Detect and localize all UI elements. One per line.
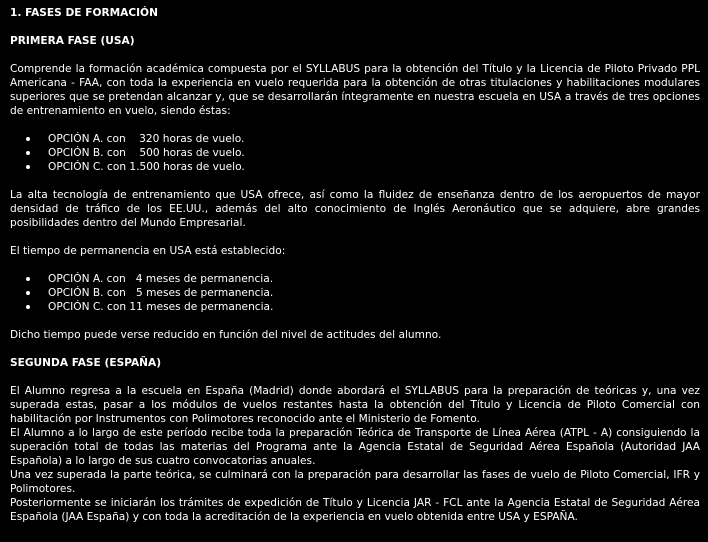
phase2-paragraph: Una vez superada la parte teórica, se culminará con la preparación para desarrollar las fases de vuelo de Piloto Comercial, IFR y Polimotores. — [10, 469, 700, 495]
phase2-paragraph: Posteriormente se iniciarán los trámites de expedición de Título y Licencia JAR - FCL ante la Agencia Estatal de Seguridad Aérea Española (JAA España) y con toda la acreditación de la experiencia en vuelo obtenida entre USA y ESPAÑA. — [10, 497, 700, 523]
list-item: OPCIÓN A. con 4 meses de permanencia. — [10, 272, 700, 286]
phase2-paragraph: El Alumno regresa a la escuela en España (Madrid) donde abordará el SYLLABUS para la preparación de teóricas y, una vez superada estas, pasar a los módulos de vuelos restantes hasta la obtención del Título y Licencia de Piloto Comercial con habilitación por Instrumentos con Polimotores reconocido ante el Ministerio de Fomento. — [10, 385, 700, 425]
list-item: OPCIÓN B. con 5 meses de permanencia. — [10, 286, 700, 300]
phase1-heading: PRIMERA FASE (USA) — [10, 35, 135, 47]
phase1-reduction-note: Dicho tiempo puede verse reducido en función del nivel de actitudes del alumno. — [10, 329, 442, 341]
list-item: OPCIÓN A. con 320 horas de vuelo. — [10, 132, 700, 146]
phase2-paragraph: El Alumno a lo largo de este período recibe toda la preparación Teórica de Transporte de Línea Aérea (ATPL - A) consiguiendo la superación total de todas las materias del Programa ante la Agencia Estatal de Seguridad Aérea Española (Autoridad JAA Española) a lo largo de sus cuatro convocatorias anuales. — [10, 427, 700, 467]
document-title: 1. FASES DE FORMACIÓN — [10, 7, 158, 19]
flight-hours-options-list — [10, 132, 700, 174]
stay-duration-options-list — [10, 272, 700, 314]
phase2-heading: SEGUNDA FASE (ESPAÑA) — [10, 357, 162, 369]
list-item: OPCIÓN C. con 11 meses de permanencia. — [10, 300, 700, 314]
list-item: OPCIÓN B. con 500 horas de vuelo. — [10, 146, 700, 160]
phase1-stay-intro: El tiempo de permanencia en USA está establecido: — [10, 245, 286, 257]
phase1-intro: Comprende la formación académica compuesta por el SYLLABUS para la obtención del Título y la Licencia de Piloto Privado PPL Americana - FAA, con toda la experiencia en vuelo requerida para la obtención de otras titulaciones y habilitaciones modulares superiores que se pretendan alcanzar y, que se desarrollarán íntegramente en nuestra escuela en USA a través de tres opciones de entrenamiento en vuelo, siendo éstas: — [10, 63, 700, 117]
phase1-technology-paragraph: La alta tecnología de entrenamiento que USA ofrece, así como la fluidez de enseñanza dentro de los aeropuertos de mayor densidad de tráfico de los EE.UU., además del alto conocimiento de Inglés Aeronáutico que se adquiere, abre grandes posibilidades dentro del Mundo Empresarial. — [10, 189, 700, 229]
list-item: OPCIÓN C. con 1.500 horas de vuelo. — [10, 160, 700, 174]
